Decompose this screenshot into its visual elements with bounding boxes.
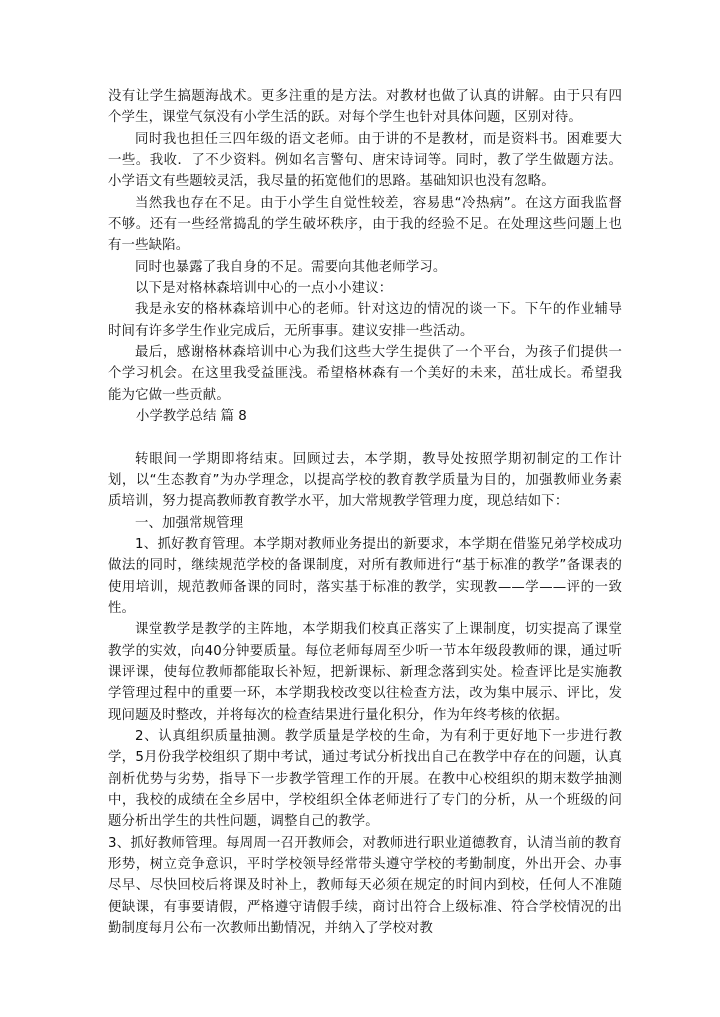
paragraph: 当然我也存在不足。由于小学生自觉性较差，容易患“冷热病”。在这方面我监督不够。还有一些经常捣乱的学生破坏秩序，由于我的经验不足。在处理这些问题上也有一些缺陷。 <box>108 195 622 254</box>
paragraph: 同时我也担任三四年级的语文老师。由于讲的不是教材，而是资料书。困难要大一些。我收．了不少资料。例如名言警句、唐宋诗词等。同时，教了学生做题方法。小学语文有些题较灵活，我尽量的拓宽他们的思路。基础知识也没有忽略。 <box>108 131 622 190</box>
text-block-before <box>108 86 622 406</box>
paragraph: 1、抓好教育管理。本学期对教师业务提出的新要求，本学期在借鉴兄弟学校成功做法的同时，继续规范学校的备课制度，对所有教师进行“基于标准的教学”备课表的使用培训，规范教师备课的同时，落实基于标准的教学，实现教——学——评的一致性。 <box>108 536 622 616</box>
paragraph: 转眼间一学期即将结束。回顾过去，本学期，教导处按照学期初制定的工作计划，以“生态教育”为办学理念，以提高学校的教育教学质量为目的，加强教师业务素质培训，努力提高教师教育教学水平，加大常规教学管理力度，现总结如下： <box>108 451 622 510</box>
paragraph: 没有让学生搞题海战术。更多注重的是方法。对教材也做了认真的讲解。由于只有四个学生，课堂气氛没有小学生活的跃。对每个学生也针对具体问题，区别对待。 <box>108 89 622 126</box>
paragraph: 一、加强常规管理 <box>135 515 244 531</box>
document-page <box>108 86 622 939</box>
paragraph: 课堂教学是教学的主阵地，本学期我们校真正落实了上课制度，切实提高了课堂教学的实效，向40分钟要质量。每位老师每周至少听一节本年级段教师的课，通过听课评课，使每位教师都能取长补短，把新课标、新理念落到实处。检查评比是实施教学管理过程中的重要一环，本学期我校改变以往检查方法，改为集中展示、评比，发现问题及时整改，并将每次的检查结果进行量化积分，作为年终考核的依据。 <box>108 622 622 723</box>
blank-line <box>108 428 622 449</box>
paragraph: 2、认真组织质量抽测。教学质量是学校的生命，为有利于更好地下一步进行教学，5月份我学校组织了期中考试，通过考试分析找出自己在教学中存在的问题，认真剖析优势与劣势，指导下一步教学管理工作的开展。在教中心校组织的期末数学抽测中，我校的成绩在全乡居中，学校组织全体老师进行了专门的分析，从一个班级的问题分析出学生的共性问题，调整自己的教学。 <box>108 728 622 830</box>
paragraph: 最后，感谢格林森培训中心为我们这些大学生提供了一个平台，为孩子们提供一个学习机会。在这里我受益匪浅。希望格林森有一个美好的未来，茁壮成长。希望我能为它做一些贡献。 <box>108 345 622 403</box>
paragraph: 3、抓好教师管理。每周周一召开教师会，对教师进行职业道德教育，认清当前的教育形势，树立竞争意识，平时学校领导经常带头遵守学校的考勤制度，外出开会、办事尽早、尽快回校后将课及时补上，教师每天必须在规定的时间内到校，任何人不准随便缺课，有事要请假，严格遵守请假手续，商讨出符合上级标准、符合学校情况的出勤制度每月公布一次教师出勤情况，并纳入了学校对教 <box>108 835 622 937</box>
text-block-after <box>108 449 622 940</box>
section-title: 小学教学总结 篇 8 <box>136 409 247 425</box>
paragraph: 以下是对格林森培训中心的一点小小建议： <box>135 281 393 297</box>
paragraph: 同时也暴露了我自身的不足。需要向其他老师学习。 <box>135 259 447 275</box>
paragraph: 我是永安的格林森培训中心的老师。针对这边的情况的谈一下。下午的作业辅导时间有许多学生作业完成后，无所事事。建议安排一些活动。 <box>108 302 622 339</box>
